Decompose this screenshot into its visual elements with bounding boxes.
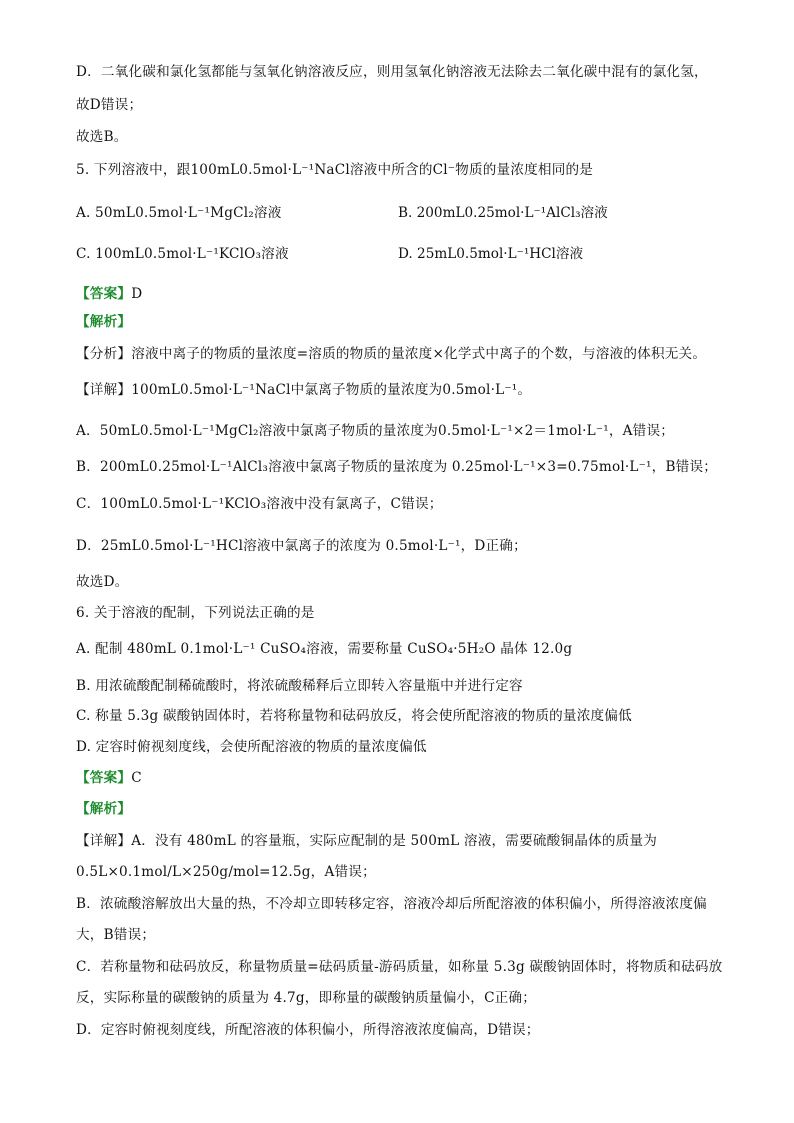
option-5b: B. 200mL0.25mol·L⁻¹AlCl₃溶液 — [398, 205, 608, 221]
answer-5 — [76, 285, 142, 303]
analysis-tag: 【解析】 — [76, 801, 132, 817]
text-line: 故D错误； — [76, 97, 143, 113]
select-5: 故选D。 — [76, 574, 129, 590]
detail-6b: B．浓硫酸溶解放出大量的热，不冷却立即转移定容，溶液冷却后所配溶液的体积偏小，所得溶液浓度偏 — [76, 896, 707, 912]
answer-value: C — [131, 770, 142, 786]
text-line: 故选B。 — [76, 129, 128, 145]
option-5d: D. 25mL0.5mol·L⁻¹HCl溶液 — [398, 246, 584, 262]
detail-5d: D．25mL0.5mol·L⁻¹HCl溶液中氯离子的浓度为 0.5mol·L⁻¹，D正确； — [76, 538, 527, 554]
answer-tag: 【答案】 — [76, 770, 132, 786]
analysis-tag: 【解析】 — [76, 314, 132, 330]
detail-6b-cont: 大，B错误； — [76, 927, 156, 943]
question-5: 5. 下列溶液中，跟100mL0.5mol·L⁻¹NaCl溶液中所含的Cl⁻物质的量浓度相同的是 — [76, 162, 594, 178]
detail-6a — [76, 832, 657, 850]
detail-6d: D．定容时俯视刻度线，所配溶液的体积偏小，所得溶液浓度偏高，D错误； — [76, 1022, 540, 1038]
detail-6a-cont: 0.5L×0.1mol/L×250g/mol=12.5g，A错误； — [76, 864, 376, 880]
analysis-fx-5 — [76, 345, 706, 363]
answer-tag: 【答案】 — [76, 286, 132, 302]
detail-5c: C．100mL0.5mol·L⁻¹KClO₃溶液中没有氯离子，C错误； — [76, 496, 443, 512]
option-6a: A. 配制 480mL 0.1mol·L⁻¹ CuSO₄溶液，需要称量 CuSO₄·5H₂O 晶体 12.0g — [76, 641, 573, 657]
answer-6 — [76, 769, 142, 787]
detail-6c: C．若称量物和砝码放反，称量物质量=砝码质量-游码质量，如称量 5.3g 碳酸钠固体时，将物质和砝码放 — [76, 959, 723, 975]
xiangjie-text: 100mL0.5mol·L⁻¹NaCl中氯离子物质的量浓度为0.5mol·L⁻¹。 — [131, 382, 532, 398]
option-6c: C. 称量 5.3g 碳酸钠固体时，若将称量物和砝码放反，将会使所配溶液的物质的量浓度偏低 — [76, 708, 632, 724]
option-5a: A. 50mL0.5mol·L⁻¹MgCl₂溶液 — [76, 205, 282, 221]
answer-value: D — [131, 286, 143, 302]
xiangjie-tag: 【详解】 — [76, 382, 132, 398]
detail-5 — [76, 381, 531, 399]
fenxi-tag: 【分析】 — [76, 346, 132, 362]
text-line: D．二氧化碳和氯化氢都能与氢氧化钠溶液反应，则用氢氧化钠溶液无法除去二氧化碳中混有的氯化氢， — [76, 64, 708, 80]
xiangjie-tag: 【详解】 — [76, 833, 132, 849]
detail-5a: A．50mL0.5mol·L⁻¹MgCl₂溶液中氯离子物质的量浓度为0.5mol·L⁻¹×2＝1mol·L⁻¹，A错误； — [76, 423, 675, 439]
fenxi-text: 溶液中离子的物质的量浓度=溶质的物质的量浓度×化学式中离子的个数，与溶液的体积无关。 — [131, 346, 707, 362]
analysis-heading-6 — [76, 800, 131, 818]
question-6: 6. 关于溶液的配制，下列说法正确的是 — [76, 605, 315, 621]
option-6b: B. 用浓硫酸配制稀硫酸时，将浓硫酸稀释后立即转入容量瓶中并进行定容 — [76, 678, 523, 694]
option-5c: C. 100mL0.5mol·L⁻¹KClO₃溶液 — [76, 246, 289, 262]
option-6d: D. 定容时俯视刻度线，会使所配溶液的物质的量浓度偏低 — [76, 739, 427, 755]
xiangjie-text: A．没有 480mL 的容量瓶，实际应配制的是 500mL 溶液，需要硫酸铜晶体的质量为 — [131, 833, 658, 849]
detail-6c-cont: 反，实际称量的碳酸钠的质量为 4.7g，即称量的碳酸钠质量偏小，C正确； — [76, 990, 537, 1006]
detail-5b: B．200mL0.25mol·L⁻¹AlCl₃溶液中氯离子物质的量浓度为 0.25mol·L⁻¹×3=0.75mol·L⁻¹，B错误； — [76, 459, 718, 475]
analysis-heading-5 — [76, 313, 131, 331]
